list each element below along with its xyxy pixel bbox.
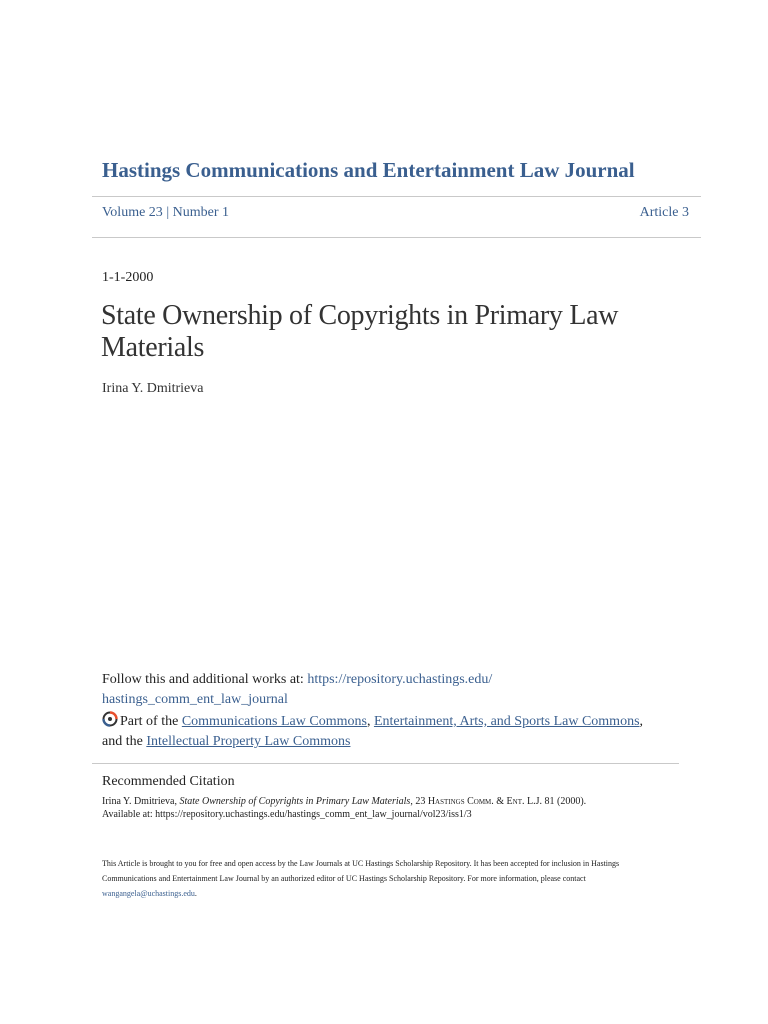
footer-text: This Article is brought to you for free and open access by the Law Journals at UC Hastings Scholarship Repository. It has been accepted for inclusion in Hastings Communications and Entertainment Law Journal by an authorized editor of UC Hastings Scholarship Repository. For more information, please contact xyxy=(102,859,620,883)
citation-available: Available at: https://repository.uchastings.edu/hastings_comm_ent_law_journal/vol23/iss1/3 xyxy=(102,809,472,820)
publication-date: 1-1-2000 xyxy=(102,270,154,285)
footer-end: . xyxy=(194,889,197,898)
footer-notice xyxy=(102,856,672,901)
follow-link-line2: hastings_comm_ent_law_journal xyxy=(102,692,288,707)
citation-divider xyxy=(92,763,679,764)
volume-row xyxy=(102,205,689,221)
journal-title-link[interactable]: Hastings Communications and Entertainment Law Journal xyxy=(102,158,635,182)
article-title: State Ownership of Copyrights in Primary Law Materials xyxy=(101,300,619,363)
header-divider-bottom xyxy=(92,237,701,238)
communications-law-commons-link[interactable]: Communications Law Commons xyxy=(181,714,367,729)
volume-number xyxy=(102,205,229,221)
header-divider-top xyxy=(92,196,701,197)
citation-volume: , 23 xyxy=(410,796,428,807)
network-commons-icon xyxy=(102,711,118,727)
recommended-citation-text xyxy=(102,795,692,821)
recommended-citation-heading: Recommended Citation xyxy=(102,774,235,789)
volume-separator: | xyxy=(166,205,170,220)
citation-author: Irina Y. Dmitrieva, xyxy=(102,796,180,807)
volume-link[interactable]: Volume 23 xyxy=(102,205,163,220)
follow-works xyxy=(102,670,682,710)
citation-title: State Ownership of Copyrights in Primary Law Materials xyxy=(179,796,411,807)
intellectual-property-commons-link[interactable]: Intellectual Property Law Commons xyxy=(146,734,351,749)
number-link[interactable]: Number 1 xyxy=(172,205,230,220)
part-of-commons xyxy=(102,711,692,752)
author-name: Irina Y. Dmitrieva xyxy=(102,381,204,396)
follow-prefix: Follow this and additional works at: xyxy=(102,672,308,687)
entertainment-arts-sports-commons-link[interactable]: Entertainment, Arts, and Sports Law Commons xyxy=(373,714,640,729)
part-of-prefix: Part of the xyxy=(120,714,182,729)
part-of-comma1: , xyxy=(366,714,374,729)
article-number-link[interactable]: Article 3 xyxy=(639,205,689,220)
follow-link-line1: https://repository.uchastings.edu/ xyxy=(307,672,493,687)
contact-email-link[interactable]: wangangela@uchastings.edu xyxy=(102,889,195,898)
part-of-and-the: and the xyxy=(102,734,147,749)
citation-pages: 81 (2000). xyxy=(542,796,587,807)
part-of-comma2: , xyxy=(639,714,644,729)
citation-journal: Hastings Comm. & Ent. L.J. xyxy=(427,796,542,807)
